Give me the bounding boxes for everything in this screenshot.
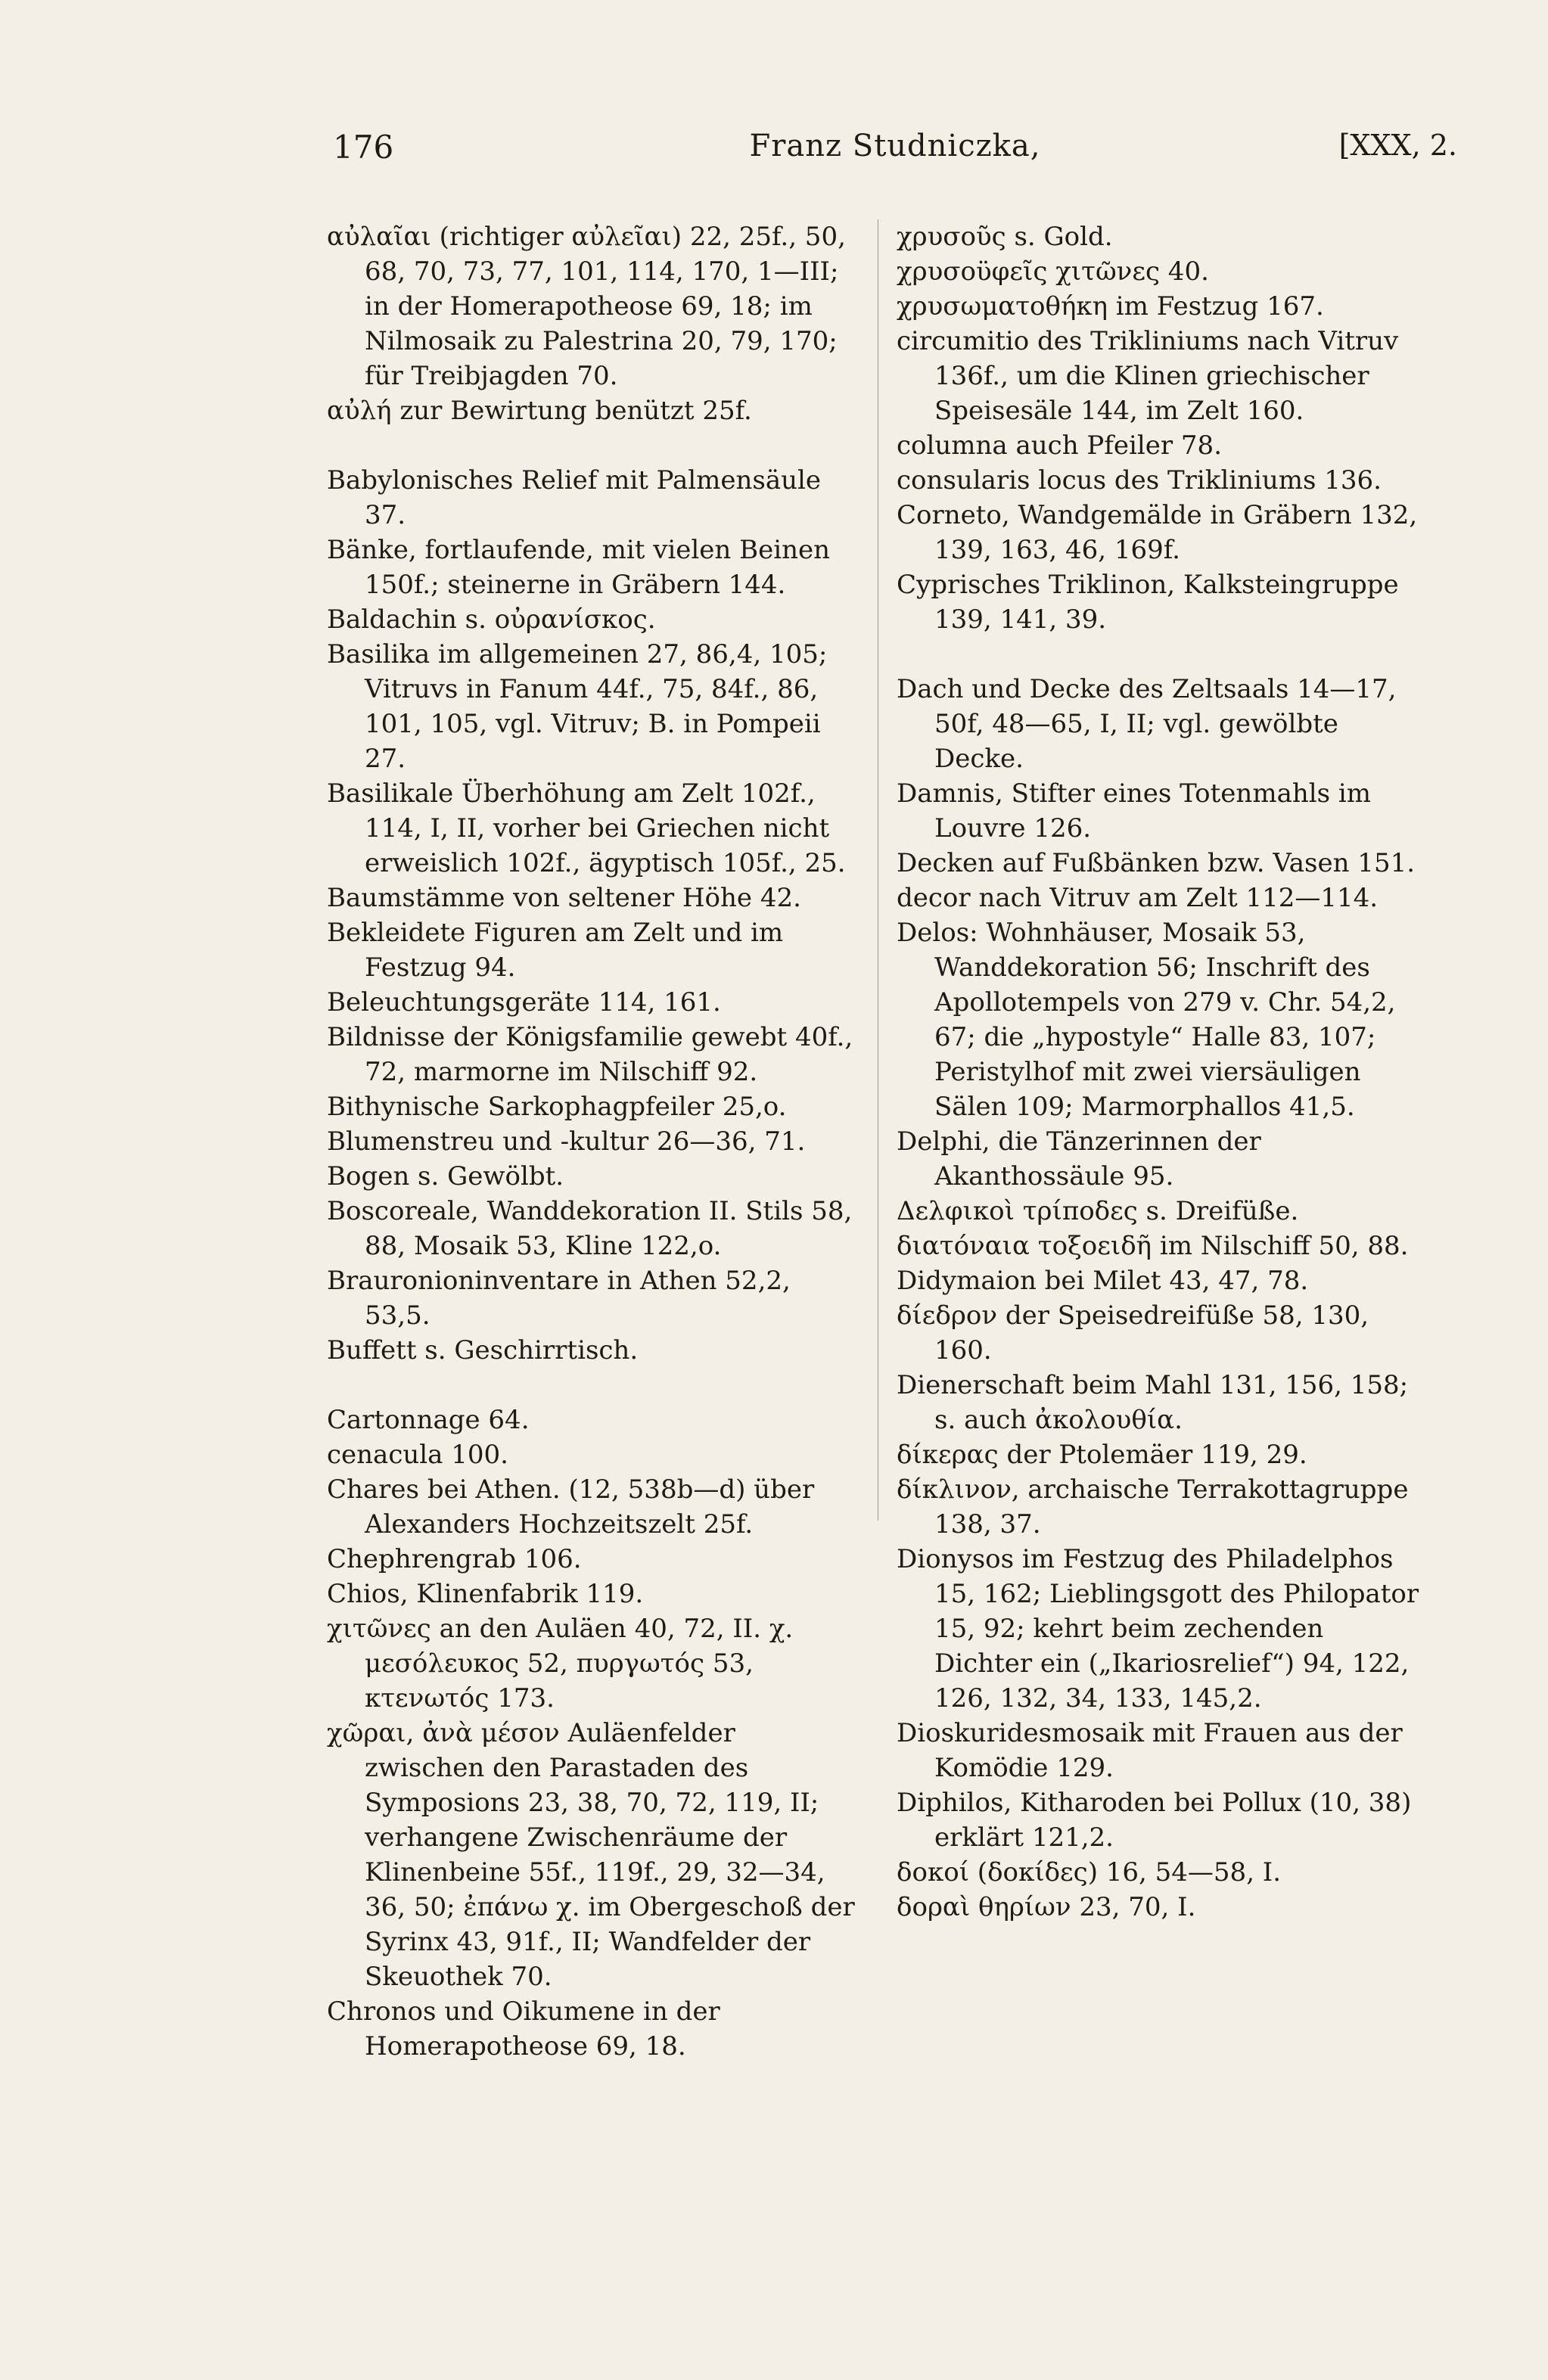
index-entry: δίκερας der Ptolemäer 119, 29. [897,1440,1307,1470]
index-entry: Brauronioninventare in Athen 52,2, 53,5. [327,1266,791,1331]
index-entry: Basilika im allgemeinen 27, 86,4, 105; Vitruvs in Fanum 44f., 75, 84f., 86, 101, 105, vgl. Vitruv; B. in Pompeii 27. [327,639,828,774]
index-entry: Baldachin s. οὐρανίσκος. [327,604,656,635]
index-entry: consularis locus des Trikliniums 136. [897,465,1382,496]
index-entry: χρυσωματοθήκη im Festzug 167. [897,291,1324,322]
index-entry: Bildnisse der Königsfamilie gewebt 40f., 72, marmorne im Nilschiff 92. [327,1022,853,1087]
index-entry: χρυσοϋφεῖς χιτῶνες 40. [897,256,1209,287]
index-entry: Basilikale Überhöhung am Zelt 102f., 114, I, II, vorher bei Griechen nicht erweislich 102f., ägyptisch 105f., 25. [327,778,846,878]
index-entry: Delphi, die Tänzerinnen der Akanthossäule 95. [897,1126,1261,1192]
index-entry: Chronos und Oikumene in der Homerapotheose 69, 18. [327,1996,720,2062]
index-entry: δοραὶ θηρίων 23, 70, I. [897,1892,1196,1922]
index-entry: Blumenstreu und -kultur 26—36, 71. [327,1126,806,1157]
index-entry: Cyprisches Triklinon, Kalksteingruppe 139, 141, 39. [897,570,1399,635]
index-entry: δίκλινον, archaische Terrakottagruppe 138, 37. [897,1474,1409,1540]
index-entry: Babylonisches Relief mit Palmensäule 37. [327,465,822,530]
index-entry: Beleuchtungsgeräte 114, 161. [327,987,721,1018]
index-entry: Baumstämme von seltener Höhe 42. [327,883,801,913]
page-header [333,129,1457,174]
index-entry: Bänke, fortlaufende, mit vielen Beinen 150f.; steinerne in Gräbern 144. [327,535,830,600]
index-entry: αὐλή zur Bewirtung benützt 25f. [327,396,752,426]
index-entry: διατόναια τοξοειδῆ im Nilschiff 50, 88. [897,1231,1409,1261]
index-entry: Chephrengrab 106. [327,1544,582,1574]
index-column-right [897,219,1426,1925]
index-entry: αὐλαῖαι (richtiger αὐλεῖαι) 22, 25f., 50, 68, 70, 73, 77, 101, 114, 170, 1—III; in der Homerapotheose 69, 18; im Nilmosaik zu Palestrina 20, 79, 170; für Treibjagden 70. [327,222,846,391]
index-entry: Cartonnage 64. [327,1405,530,1435]
section-marker: [XXX, 2. [1338,129,1457,162]
index-entry: Delos: Wohnhäuser, Mosaik 53, Wanddekoration 56; Inschrift des Apollotempels von 279 v. Chr. 54,2, 67; die „hypostyle“ Halle 83, 107; Peristylhof mit zwei viersäuligen Sälen 109; Marmorphallos 41,5. [897,918,1396,1122]
index-entry: Dioskuridesmosaik mit Frauen aus der Komödie 129. [897,1718,1403,1783]
index-entry: δίεδρον der Speisedreifüße 58, 130, 160. [897,1300,1369,1366]
index-entry: cenacula 100. [327,1440,508,1470]
index-column-left [327,219,856,2064]
index-entry: Dionysos im Festzug des Philadelphos 15, 162; Lieblingsgott des Philopator 15, 92; kehrt beim zechenden Dichter ein („Ikariosrelief“) 94, 122, 126, 132, 34, 133, 145,2. [897,1544,1419,1714]
index-entry: Dach und Decke des Zeltsaals 14—17, 50f, 48—65, I, II; vgl. gewölbte Decke. [897,674,1397,774]
index-entry: χῶραι, ἀνὰ μέσον Auläenfelder zwischen den Parastaden des Symposions 23, 38, 70, 72, 119, II; verhangene Zwischenräume der Klinenbeine 55f., 119f., 29, 32—34, 36, 50; ἐπάνω χ. im Obergeschoß der Syrinx 43, 91f., II; Wandfelder der Skeuothek 70. [327,1718,855,1992]
index-entry: Bekleidete Figuren am Zelt und im Festzug 94. [327,918,784,983]
index-entry: Buffett s. Geschirrtisch. [327,1335,639,1366]
index-entry: Diphilos, Kitharoden bei Pollux (10, 38) erklärt 121,2. [897,1788,1412,1853]
index-entry: Decken auf Fußbänken bzw. Vasen 151. [897,848,1416,878]
index-entry: circumitio des Trikliniums nach Vitruv 136f., um die Klinen griechischer Speisesäle 144, im Zelt 160. [897,326,1399,426]
running-head: Franz Studniczka, [749,129,1041,163]
index-entry: Δελφικοὶ τρίποδες s. Dreifüße. [897,1196,1299,1226]
index-entry: Chios, Klinenfabrik 119. [327,1579,644,1609]
index-entry: decor nach Vitruv am Zelt 112—114. [897,883,1379,913]
index-entry: Didymaion bei Milet 43, 47, 78. [897,1266,1309,1296]
index-entry: δοκοί (δοκίδες) 16, 54—58, I. [897,1857,1282,1888]
index-entry: χρυσοῦς s. Gold. [897,222,1113,252]
index-entry: Dienerschaft beim Mahl 131, 156, 158; s. auch ἀκολουθία. [897,1370,1409,1435]
index-entry: Boscoreale, Wanddekoration II. Stils 58, 88, Mosaik 53, Kline 122,o. [327,1196,853,1261]
index-entry: Damnis, Stifter eines Totenmahls im Louvre 126. [897,778,1371,844]
index-entry: columna auch Pfeiler 78. [897,430,1222,461]
index-entry: χιτῶνες an den Auläen 40, 72, II. χ. μεσόλευκος 52, πυργωτός 53, κτενωτός 173. [327,1614,794,1714]
index-entry: Bogen s. Gewölbt. [327,1161,564,1192]
index-entry: Corneto, Wandgemälde in Gräbern 132, 139, 163, 46, 169f. [897,500,1418,565]
index-entry: Bithynische Sarkophagpfeiler 25,o. [327,1092,787,1122]
index-entry: Chares bei Athen. (12, 538b—d) über Alexanders Hochzeitszelt 25f. [327,1474,815,1540]
page-number: 176 [333,129,394,166]
